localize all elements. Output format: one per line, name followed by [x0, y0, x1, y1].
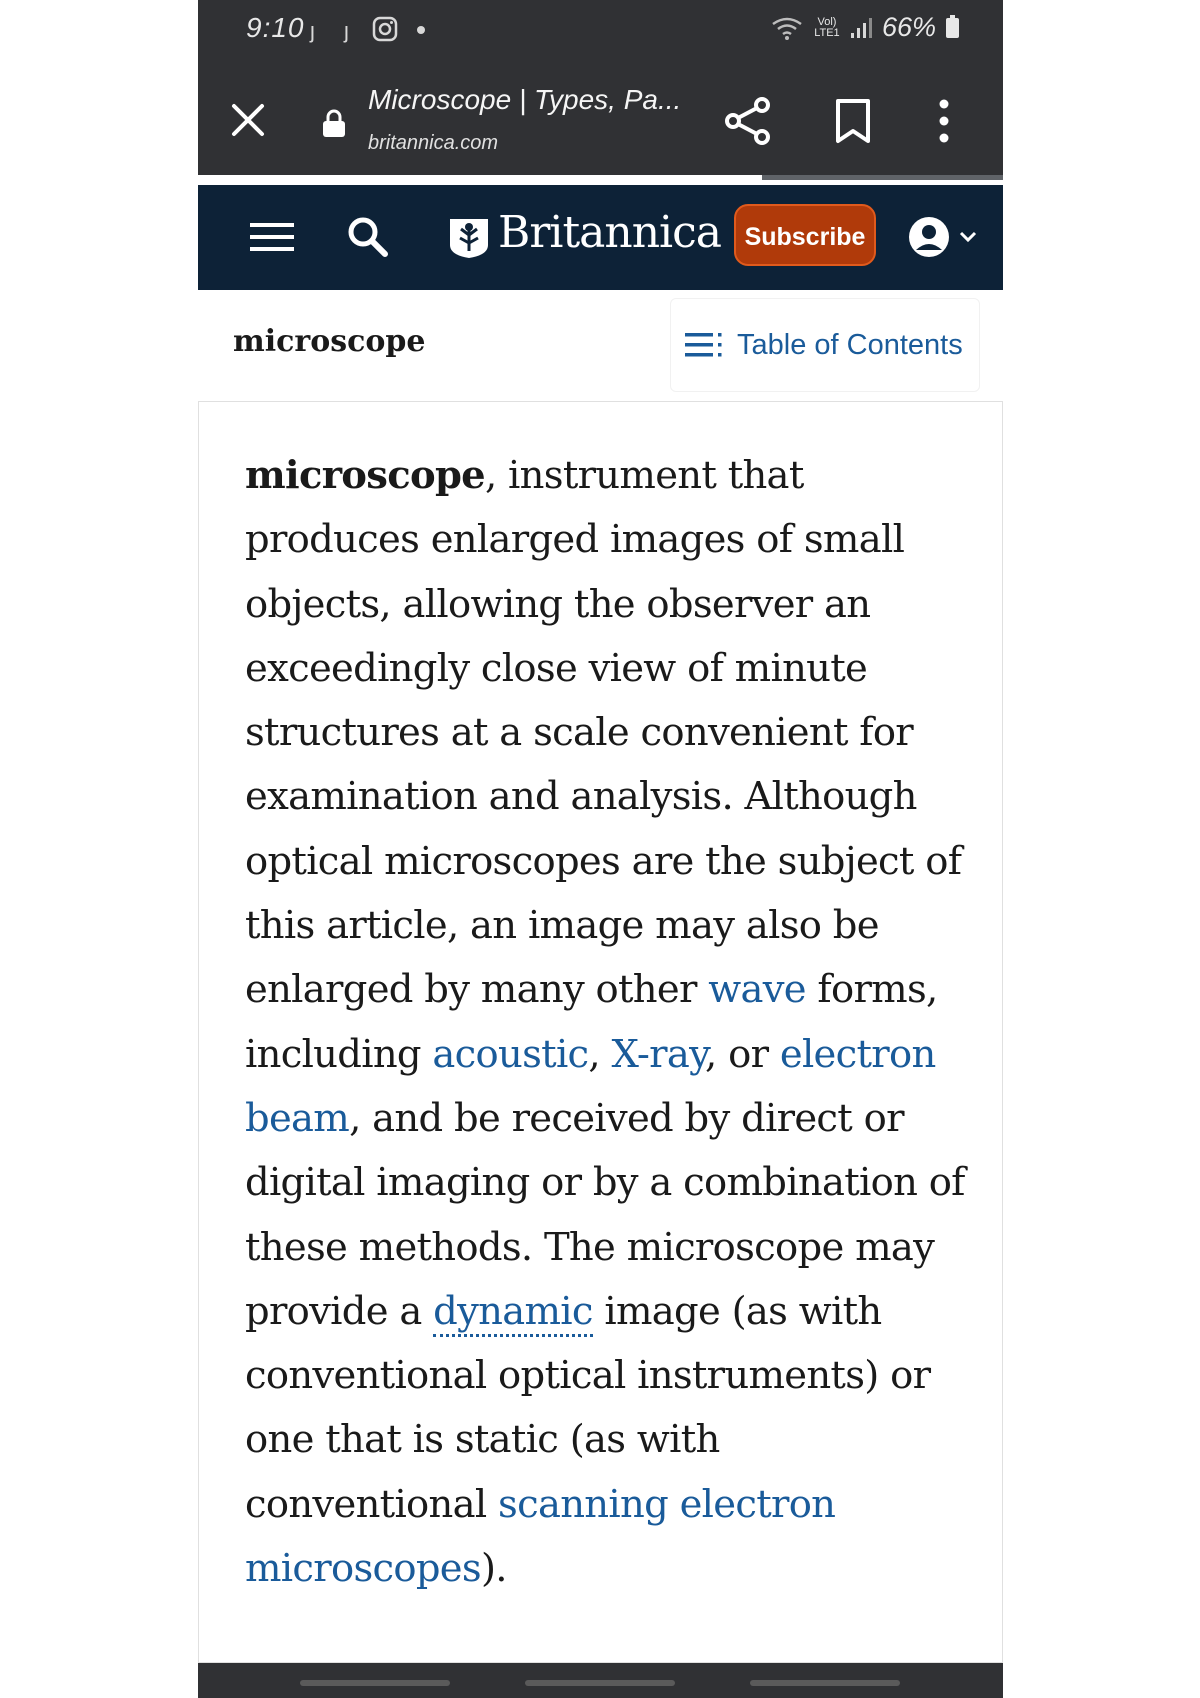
close-icon[interactable] — [228, 100, 268, 140]
recent-apps-button[interactable] — [300, 1680, 450, 1686]
system-navigation-bar — [198, 1663, 1003, 1698]
link-dynamic[interactable]: dynamic — [433, 1289, 593, 1337]
battery-icon — [946, 18, 959, 38]
link-wave[interactable]: wave — [708, 967, 806, 1013]
status-bar — [198, 0, 1003, 62]
home-button[interactable] — [525, 1680, 675, 1686]
britannica-thistle-logo-icon[interactable] — [448, 217, 490, 259]
article-text-segment: forms, including — [245, 967, 938, 1077]
article-text-segment: , instrument that produces enlarged images of small objects, allowing the observer an exceedingly close view of minute structures at a scale convenient for examination and analysis. Although optical microscopes are the subject of this article, an image may also be enlarged by many other — [245, 453, 962, 1013]
topic-bar — [198, 290, 1003, 402]
account-menu[interactable] — [908, 215, 988, 259]
link-scanning-electron-microscopes[interactable]: scanning electron microscopes — [245, 1481, 836, 1592]
article-text-segment: ). — [480, 1546, 507, 1592]
page-load-progress-fill — [198, 175, 762, 180]
instagram-icon — [372, 16, 398, 42]
phone-screen — [198, 0, 1003, 1698]
share-icon[interactable] — [724, 96, 772, 146]
chevron-down-icon[interactable] — [958, 230, 978, 244]
more-options-icon[interactable] — [936, 98, 952, 144]
link-acoustic[interactable]: acoustic — [432, 1031, 589, 1077]
page-title[interactable]: Microscope | Types, Pa... — [368, 84, 682, 115]
page-load-progress — [198, 175, 1003, 180]
link-x-ray[interactable]: X-ray — [611, 1031, 706, 1077]
j-icon: ȷ — [310, 18, 315, 43]
search-icon[interactable] — [346, 215, 388, 257]
site-header — [198, 185, 1003, 290]
list-icon — [685, 332, 723, 358]
signal-icon — [851, 18, 872, 38]
article-paragraph — [245, 444, 965, 1601]
page-url[interactable]: britannica.com — [368, 132, 499, 154]
dot-icon — [416, 25, 426, 35]
topic-title: microscope — [233, 324, 426, 359]
wifi-icon — [771, 16, 803, 40]
battery-percent: 66% — [881, 12, 936, 42]
network-label: Vol) LTE1 — [814, 15, 840, 39]
article-text-segment: , and be received by direct or digital imaging or by a combination of these methods. The microscope may provide a — [245, 1095, 965, 1334]
article-text-segment: , or — [705, 1031, 780, 1077]
user-account-icon[interactable] — [908, 216, 950, 258]
bookmark-icon[interactable] — [834, 98, 872, 144]
j-icon: ȷ — [344, 18, 349, 43]
table-of-contents-button[interactable] — [670, 298, 980, 392]
lock-icon — [322, 108, 346, 138]
table-of-contents-label: Table of Contents — [737, 328, 963, 361]
link-electron-beam[interactable]: electron beam — [245, 1031, 936, 1141]
article-card — [198, 401, 1003, 1663]
hamburger-menu-icon[interactable] — [250, 221, 294, 253]
status-right — [771, 12, 959, 43]
back-button[interactable] — [750, 1680, 900, 1686]
article-lead-term: microscope — [245, 453, 485, 498]
article-text-segment: , — [588, 1031, 612, 1077]
article-text-segment: image (as with conventional optical instruments) or one that is static (as with conventional — [245, 1288, 931, 1527]
status-time: 9:10 — [246, 12, 305, 43]
browser-toolbar — [198, 62, 1003, 180]
subscribe-button[interactable]: Subscribe — [734, 204, 876, 266]
brand-name[interactable]: Britannica — [498, 207, 721, 258]
